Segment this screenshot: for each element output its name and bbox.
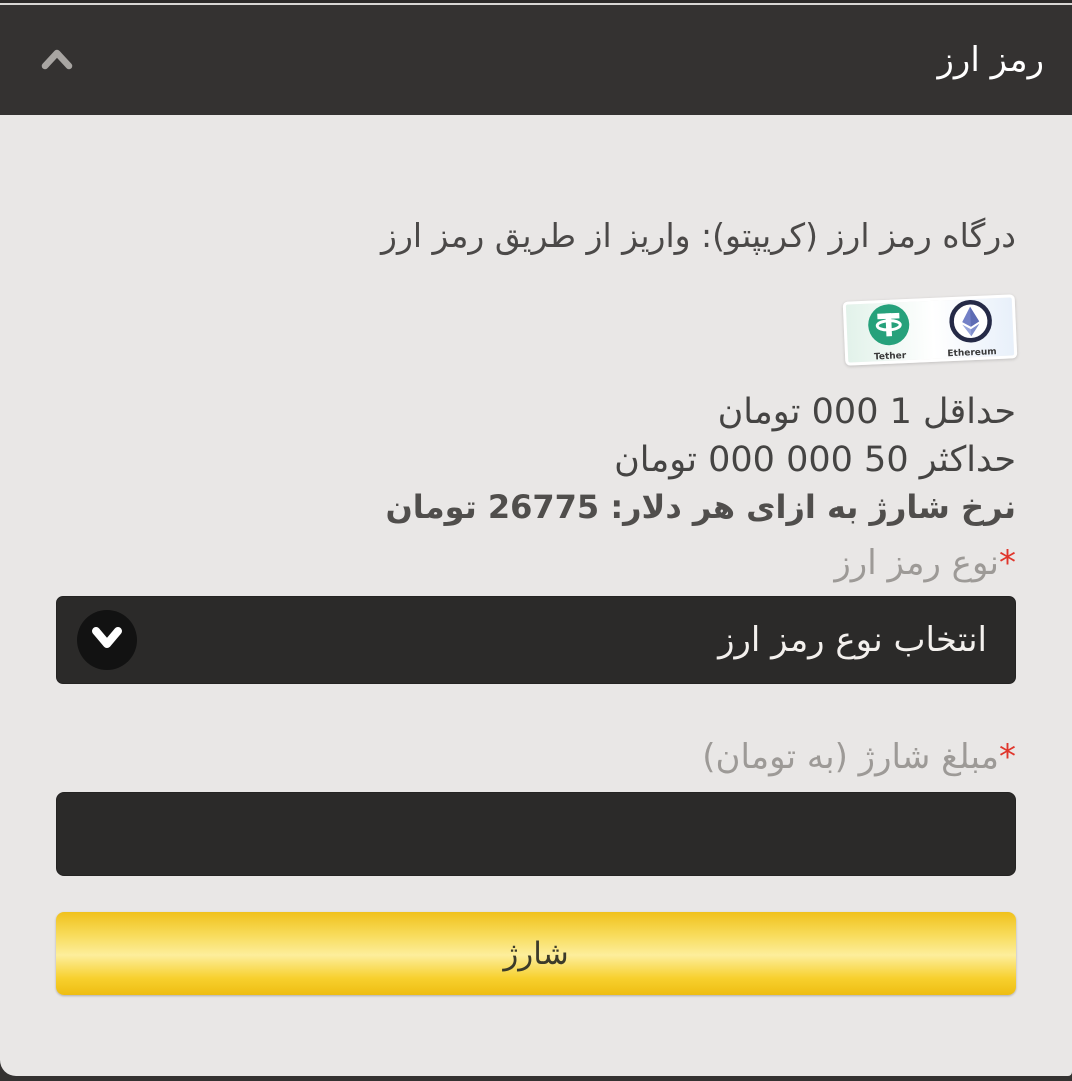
maximum-amount-text: حداکثر 50 000 000 تومان xyxy=(614,440,1016,480)
chevron-up-icon xyxy=(40,45,74,76)
crypto-section-header[interactable] xyxy=(0,5,1072,115)
section-title: رمز ارز xyxy=(937,40,1044,80)
required-asterisk: * xyxy=(999,737,1016,777)
tether-icon xyxy=(866,301,912,351)
charge-amount-label: *مبلغ شارژ (به تومان) xyxy=(702,737,1016,777)
chevron-down-icon xyxy=(92,627,122,653)
gateway-description: درگاه رمز ارز (کریپتو): واریز از طریق رمز ارز xyxy=(381,216,1016,255)
required-asterisk: * xyxy=(999,543,1016,583)
crypto-deposit-panel xyxy=(0,115,1072,1076)
currency-select-placeholder: انتخاب نوع رمز ارز xyxy=(718,620,987,660)
tether-label: Tether xyxy=(873,350,907,362)
exchange-rate-text: نرخ شارژ به ازای هر دلار: 26775 تومان xyxy=(385,488,1016,526)
coin-ethereum xyxy=(934,297,1009,359)
ethereum-icon xyxy=(948,298,994,348)
ethereum-label: Ethereum xyxy=(947,346,997,359)
currency-type-label: *نوع رمز ارز xyxy=(834,543,1016,583)
charge-amount-input[interactable] xyxy=(56,792,1016,876)
coin-tether xyxy=(852,301,927,363)
select-dropdown-toggle[interactable] xyxy=(77,610,137,670)
minimum-amount-text: حداقل 1 000 تومان xyxy=(717,392,1016,432)
collapse-section-button[interactable] xyxy=(40,45,74,76)
charge-submit-button[interactable]: شارژ xyxy=(56,912,1016,995)
supported-coins-image xyxy=(843,294,1018,365)
currency-type-select[interactable] xyxy=(56,596,1016,684)
